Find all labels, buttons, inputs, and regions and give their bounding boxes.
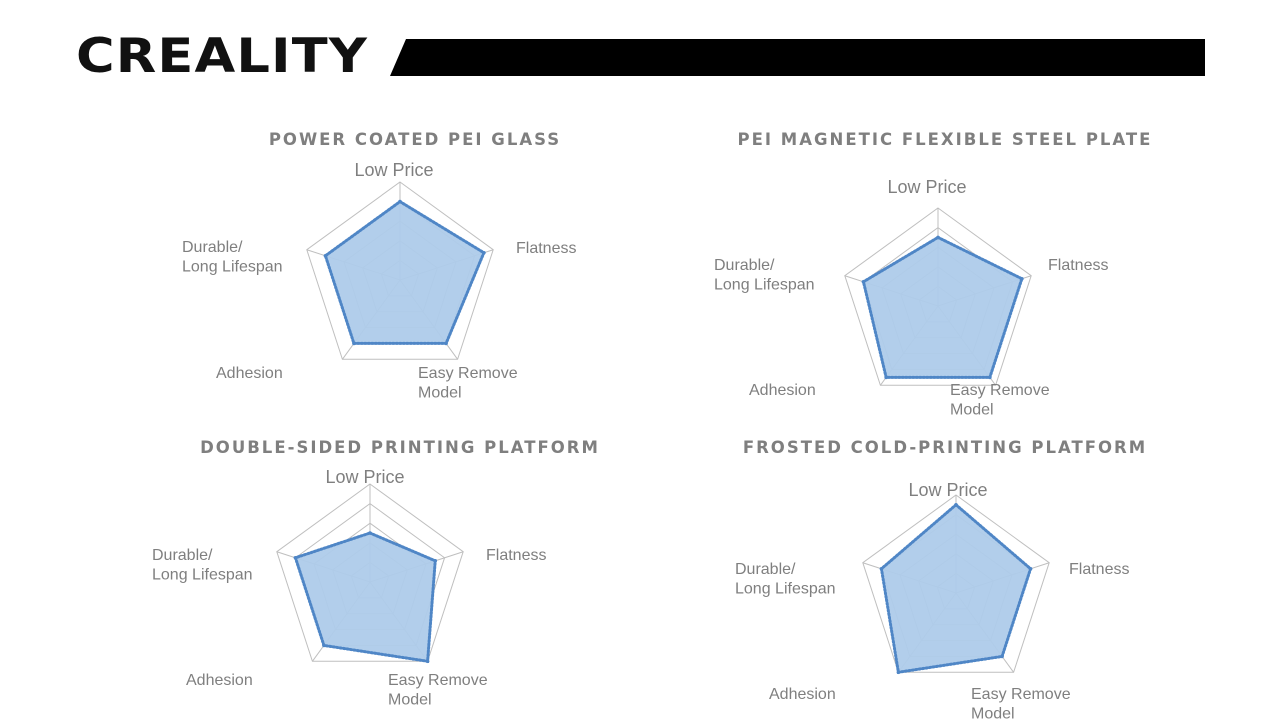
axis-label-3: Easy Remove Model [950,382,1050,419]
data-point-2 [1029,567,1033,571]
radar-chart [700,120,1190,425]
data-point-3 [988,376,992,380]
axis-label-2: Flatness [1048,257,1109,274]
axis-label-4: Adhesion [186,672,253,689]
data-point-5 [880,567,884,571]
data-point-5 [324,254,328,258]
data-point-1 [398,200,402,204]
axis-label-5: Durable/ Long Lifespan [714,257,815,294]
axis-label-3: Easy Remove Model [418,365,518,402]
data-point-2 [433,559,437,563]
chart-title: POWER COATED PEI GLASS [268,130,562,149]
series-area [295,533,435,661]
chart-title: PEI MAGNETIC FLEXIBLE STEEL PLATE [737,130,1153,149]
axis-label-2: Flatness [516,240,577,257]
chart-title: FROSTED COLD-PRINTING PLATFORM [742,438,1148,457]
axis-label-3: Easy Remove Model [971,686,1071,720]
data-point-4 [352,342,356,346]
data-point-1 [954,503,958,507]
data-point-4 [897,670,901,674]
chart-panel-double-sided-printing-platform [140,428,660,718]
data-point-3 [426,659,430,663]
data-point-5 [294,556,298,560]
axis-label-5: Durable/ Long Lifespan [152,547,253,584]
axis-label-1: Low Price [887,177,967,197]
chart-panel-pei-magnetic-flexible-steel-plate [700,120,1190,425]
axis-label-3: Easy Remove Model [388,672,488,709]
creality-logo: CREALITY [76,29,368,84]
data-point-1 [936,236,940,240]
axis-label-5: Durable/ Long Lifespan [182,239,283,276]
axis-label-1: Low Price [908,480,988,500]
data-point-1 [368,531,372,535]
data-point-2 [1020,277,1024,281]
chart-title: DOUBLE-SIDED PRINTING PLATFORM [200,438,600,457]
data-point-4 [322,644,326,648]
chart-panel-power-coated-pei-glass [170,120,660,410]
data-point-5 [862,280,866,284]
data-point-3 [1000,655,1004,659]
series-area [881,505,1030,672]
axis-label-1: Low Price [354,160,434,180]
radar-chart [700,428,1190,720]
axis-label-4: Adhesion [769,686,836,703]
axis-label-4: Adhesion [749,382,816,399]
radar-chart [140,428,660,718]
data-point-4 [884,376,888,380]
axis-label-4: Adhesion [216,365,283,382]
series-area [325,202,483,344]
data-point-2 [482,251,486,255]
chart-panel-frosted-cold-printing-platform [700,428,1190,720]
header-black-stripe [390,39,1205,76]
axis-label-2: Flatness [486,547,547,564]
axis-label-2: Flatness [1069,561,1130,578]
axis-label-1: Low Price [325,467,405,487]
axis-label-5: Durable/ Long Lifespan [735,561,836,598]
data-point-3 [444,342,448,346]
radar-chart [170,120,660,410]
series-area [863,237,1021,377]
